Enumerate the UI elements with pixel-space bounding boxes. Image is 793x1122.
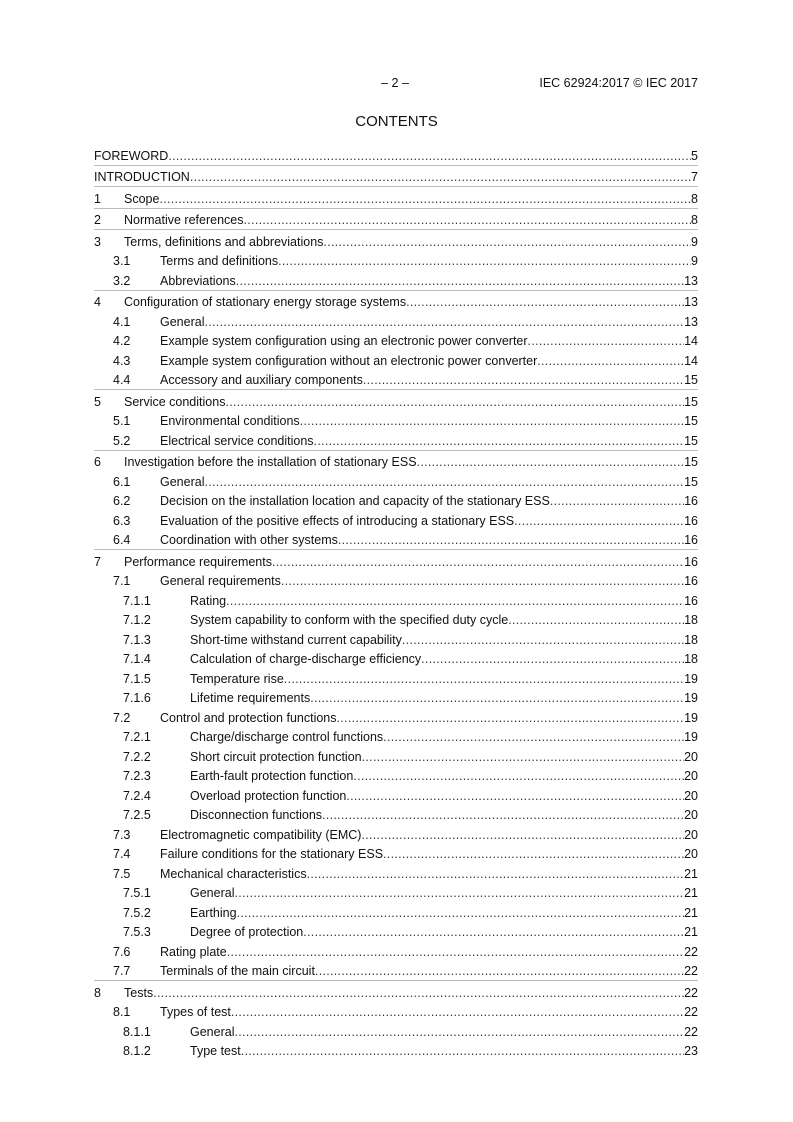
toc-entry-title[interactable]: Configuration of stationary energy storage systems — [124, 295, 407, 309]
toc-entry-title[interactable]: Failure conditions for the stationary ESS — [160, 847, 384, 861]
toc-entry-number: 4.2 — [113, 334, 131, 348]
table-of-contents — [94, 144, 698, 1060]
toc-entry-page: 22 — [684, 1005, 698, 1019]
toc-entry-page: 20 — [684, 749, 698, 764]
dot-leader — [363, 373, 684, 389]
dot-leader — [514, 514, 684, 530]
toc-entry[interactable] — [94, 389, 698, 411]
dot-leader — [406, 295, 684, 311]
toc-entry-number: 4.3 — [113, 353, 131, 368]
toc-entry[interactable] — [94, 590, 698, 610]
toc-entry-page: 18 — [684, 632, 698, 647]
dot-leader — [362, 750, 684, 766]
toc-entry-page: 22 — [684, 1024, 698, 1039]
toc-entry-number: 7.5.1 — [123, 886, 151, 900]
toc-entry-number: 4 — [94, 295, 101, 309]
dot-leader — [421, 652, 684, 668]
toc-entry-number: 7.3 — [113, 827, 131, 842]
toc-entry-page: 5 — [691, 148, 698, 163]
toc-entry[interactable] — [94, 311, 698, 331]
dot-leader — [204, 315, 684, 331]
toc-entry[interactable] — [94, 331, 698, 351]
dot-leader — [241, 1044, 684, 1060]
toc-entry-page: 20 — [684, 847, 698, 861]
toc-entry-number: 7.1.3 — [123, 632, 151, 647]
toc-entry-number: 7.1.1 — [123, 593, 151, 608]
toc-entry[interactable] — [94, 688, 698, 708]
toc-entry-title[interactable]: General — [160, 314, 205, 329]
dot-leader — [225, 395, 684, 411]
dot-leader — [272, 555, 684, 571]
toc-entry-title[interactable]: Short-time withstand current capability — [190, 632, 402, 647]
toc-entry-title[interactable]: Type test — [190, 1044, 241, 1058]
toc-entry-title[interactable]: Control and protection functions — [160, 710, 337, 725]
toc-entry-page: 20 — [684, 769, 698, 783]
toc-entry-page: 18 — [684, 652, 698, 666]
toc-entry-page: 9 — [691, 254, 698, 268]
toc-entry-page: 13 — [684, 314, 698, 329]
toc-entry-page: 14 — [684, 334, 698, 348]
toc-entry-title[interactable]: Service conditions — [124, 394, 226, 409]
toc-entry-title[interactable]: Environmental conditions — [160, 414, 300, 428]
toc-entry-number: 3.1 — [113, 254, 131, 268]
toc-entry-number: 7.5 — [113, 866, 131, 881]
toc-entry-title[interactable]: Earth-fault protection function — [190, 769, 354, 783]
toc-entry-title[interactable]: Lifetime requirements — [190, 691, 311, 705]
dot-leader — [227, 945, 684, 961]
toc-entry[interactable] — [94, 766, 698, 786]
dot-leader — [236, 274, 684, 290]
toc-entry[interactable] — [94, 1021, 698, 1041]
toc-entry-page: 16 — [684, 494, 698, 508]
dot-leader — [303, 925, 684, 941]
dot-leader — [383, 730, 684, 746]
toc-entry[interactable] — [94, 707, 698, 727]
dot-leader — [159, 192, 691, 208]
toc-entry[interactable] — [94, 961, 698, 981]
dot-leader — [528, 334, 685, 350]
toc-entry-page: 15 — [684, 394, 698, 409]
toc-entry-title[interactable]: Electrical service conditions — [160, 433, 314, 448]
toc-entry[interactable] — [94, 491, 698, 511]
toc-entry[interactable] — [94, 251, 698, 271]
toc-entry-title[interactable]: Accessory and auxiliary components — [160, 373, 363, 387]
toc-entry-title[interactable]: Tests — [124, 985, 154, 1000]
toc-entry[interactable] — [94, 668, 698, 688]
toc-entry-page: 15 — [684, 455, 698, 469]
toc-entry-title[interactable]: Terms and definitions — [160, 254, 279, 268]
dot-leader — [322, 808, 684, 824]
toc-entry-number: 7.1.4 — [123, 652, 151, 666]
dot-leader — [284, 672, 684, 688]
toc-entry-number: 7.2.2 — [123, 749, 151, 764]
toc-entry-number: 7.1.2 — [123, 613, 151, 627]
toc-entry-title[interactable]: Temperature rise — [190, 671, 284, 686]
toc-entry-page: 16 — [684, 533, 698, 547]
toc-entry-page: 13 — [684, 273, 698, 288]
toc-entry-title[interactable]: Example system configuration using an electronic power converter — [160, 334, 528, 348]
toc-entry-page: 14 — [684, 353, 698, 368]
toc-entry-number: 7.1.5 — [123, 671, 151, 686]
toc-entry-page: 22 — [684, 964, 698, 978]
toc-entry-number: 8 — [94, 985, 101, 1000]
page-title: CONTENTS — [355, 113, 438, 130]
toc-entry-title[interactable]: Scope — [124, 191, 160, 206]
toc-entry-page: 13 — [684, 295, 698, 309]
toc-entry-title[interactable]: Charge/discharge control functions — [190, 730, 384, 744]
toc-entry-page: 9 — [691, 234, 698, 249]
toc-entry-title[interactable]: General — [160, 474, 205, 489]
dot-leader — [346, 789, 684, 805]
toc-entry[interactable] — [94, 785, 698, 805]
toc-entry-page: 16 — [684, 513, 698, 528]
dot-leader — [537, 354, 684, 370]
standard-reference: IEC 62924:2017 © IEC 2017 — [539, 76, 698, 90]
toc-entry-page: 16 — [684, 574, 698, 588]
toc-entry[interactable] — [94, 863, 698, 883]
toc-entry-title[interactable]: Disconnection functions — [190, 808, 323, 822]
toc-entry-title[interactable]: Short circuit protection function — [190, 749, 362, 764]
toc-entry-page: 16 — [684, 554, 698, 569]
dot-leader — [508, 613, 684, 629]
toc-entry[interactable] — [94, 350, 698, 370]
toc-entry-page: 19 — [684, 691, 698, 705]
dot-leader — [244, 213, 692, 229]
toc-entry[interactable] — [94, 549, 698, 571]
toc-entry[interactable] — [94, 290, 698, 312]
toc-entry-page: 8 — [691, 213, 698, 227]
dot-leader — [168, 149, 691, 165]
toc-entry-page: 19 — [684, 730, 698, 744]
toc-entry-number: 7.1.6 — [123, 691, 151, 705]
toc-entry-number: 7.2.1 — [123, 730, 151, 744]
toc-entry-number: 7 — [94, 554, 101, 569]
dot-leader — [310, 691, 684, 707]
toc-entry-number: 7.4 — [113, 847, 131, 861]
toc-entry-number: 1 — [94, 191, 101, 206]
toc-entry[interactable] — [94, 629, 698, 649]
dot-leader — [153, 986, 684, 1002]
toc-entry-page: 20 — [684, 827, 698, 842]
toc-entry-page: 19 — [684, 671, 698, 686]
toc-entry-title[interactable]: Terminals of the main circuit — [160, 964, 315, 978]
dot-leader — [417, 455, 685, 471]
toc-entry-title[interactable]: Coordination with other systems — [160, 533, 338, 547]
toc-entry-number: 5.1 — [113, 414, 131, 428]
dot-leader — [300, 414, 684, 430]
toc-entry-number: 2 — [94, 213, 101, 227]
toc-entry[interactable] — [94, 208, 698, 230]
toc-entry-title[interactable]: FOREWORD — [94, 148, 169, 163]
toc-entry-title[interactable]: Evaluation of the positive effects of introducing a stationary ESS — [160, 513, 515, 528]
toc-entry-page: 15 — [684, 474, 698, 489]
toc-entry-number: 4.1 — [113, 314, 131, 329]
dot-leader — [234, 886, 684, 902]
toc-entry-page: 18 — [684, 613, 698, 627]
toc-entry[interactable] — [94, 471, 698, 491]
dot-leader — [338, 533, 684, 549]
toc-entry-page: 15 — [684, 373, 698, 387]
toc-entry[interactable] — [94, 902, 698, 922]
toc-entry[interactable] — [94, 727, 698, 747]
dot-leader — [337, 711, 685, 727]
toc-entry[interactable] — [94, 144, 698, 165]
toc-entry-page: 21 — [684, 886, 698, 900]
toc-entry-number: 6.3 — [113, 513, 131, 528]
dot-leader — [226, 594, 684, 610]
toc-entry[interactable] — [94, 746, 698, 766]
toc-entry[interactable] — [94, 370, 698, 390]
toc-entry-title[interactable]: Types of test — [160, 1005, 231, 1019]
toc-entry-title[interactable]: Investigation before the installation of stationary ESS — [124, 455, 417, 469]
toc-entry[interactable] — [94, 844, 698, 864]
dot-leader — [278, 254, 691, 270]
toc-entry-title[interactable]: Performance requirements — [124, 554, 272, 569]
toc-entry-title[interactable]: Decision on the installation location and capacity of the stationary ESS — [160, 494, 550, 508]
dot-leader — [383, 847, 684, 863]
toc-entry-page: 22 — [684, 944, 698, 959]
toc-entry[interactable] — [94, 411, 698, 431]
dot-leader — [204, 475, 684, 491]
toc-entry[interactable] — [94, 270, 698, 290]
toc-entry-number: 6.2 — [113, 494, 131, 508]
toc-entry-number: 8.1.1 — [123, 1024, 151, 1039]
toc-entry-number: 7.1 — [113, 574, 131, 588]
toc-entry-title[interactable]: Terms, definitions and abbreviations — [124, 234, 324, 249]
toc-entry[interactable] — [94, 824, 698, 844]
toc-entry-number: 7.2.5 — [123, 808, 151, 822]
toc-entry[interactable] — [94, 980, 698, 1002]
toc-entry-title[interactable]: System capability to conform with the specified duty cycle — [190, 613, 509, 627]
toc-entry-title[interactable]: General — [190, 1024, 235, 1039]
toc-entry-number: 6.1 — [113, 474, 131, 489]
toc-entry[interactable] — [94, 450, 698, 472]
toc-entry-page: 21 — [684, 925, 698, 939]
toc-entry-title[interactable]: Electromagnetic compatibility (EMC) — [160, 827, 362, 842]
toc-entry-page: 21 — [684, 866, 698, 881]
toc-entry-page: 16 — [684, 593, 698, 608]
toc-entry-number: 6.4 — [113, 533, 131, 547]
toc-entry-title[interactable]: General requirements — [160, 574, 281, 588]
toc-entry-number: 8.1.2 — [123, 1044, 151, 1058]
toc-entry-number: 4.4 — [113, 373, 131, 387]
toc-entry-title[interactable]: Degree of protection — [190, 925, 304, 939]
toc-entry-title[interactable]: Overload protection function — [190, 788, 347, 803]
dot-leader — [314, 434, 685, 450]
dot-leader — [307, 867, 685, 883]
dot-leader — [237, 906, 685, 922]
dot-leader — [353, 769, 684, 785]
toc-entry[interactable] — [94, 649, 698, 669]
dot-leader — [550, 494, 684, 510]
toc-entry-title[interactable]: General — [190, 886, 235, 900]
toc-entry-title[interactable]: Mechanical characteristics — [160, 866, 307, 881]
toc-entry-number: 7.2.3 — [123, 769, 151, 783]
toc-entry-page: 15 — [684, 414, 698, 428]
toc-entry-number: 5 — [94, 394, 101, 409]
toc-entry-page: 19 — [684, 710, 698, 725]
toc-entry[interactable] — [94, 610, 698, 630]
toc-entry[interactable] — [94, 229, 698, 251]
dot-leader — [323, 235, 691, 251]
toc-entry-number: 7.2 — [113, 710, 131, 725]
toc-entry-number: 7.5.2 — [123, 905, 151, 920]
dot-leader — [402, 633, 684, 649]
toc-entry-page: 15 — [684, 433, 698, 448]
toc-entry-number: 7.2.4 — [123, 788, 151, 803]
toc-entry-page: 8 — [691, 191, 698, 206]
toc-entry[interactable] — [94, 805, 698, 825]
toc-entry[interactable] — [94, 883, 698, 903]
toc-entry[interactable] — [94, 186, 698, 208]
toc-entry-title[interactable]: Example system configuration without an electronic power converter — [160, 353, 538, 368]
toc-entry-title[interactable]: Rating — [190, 593, 227, 608]
toc-entry-title[interactable]: Calculation of charge-discharge efficiency — [190, 652, 422, 666]
toc-entry-number: 6 — [94, 455, 101, 469]
toc-entry[interactable] — [94, 510, 698, 530]
toc-entry[interactable] — [94, 165, 698, 187]
toc-entry-number: 3.2 — [113, 273, 131, 288]
toc-entry-number: 8.1 — [113, 1005, 131, 1019]
toc-entry[interactable] — [94, 1002, 698, 1022]
dot-leader — [234, 1025, 684, 1041]
toc-entry-title[interactable]: Abbreviations — [160, 273, 236, 288]
toc-entry-title[interactable]: INTRODUCTION — [94, 170, 190, 184]
toc-entry[interactable] — [94, 1041, 698, 1061]
dot-leader — [231, 1005, 684, 1021]
toc-entry-title[interactable]: Earthing — [190, 905, 237, 920]
dot-leader — [190, 170, 691, 186]
dot-leader — [361, 828, 684, 844]
toc-entry-number: 3 — [94, 234, 101, 249]
toc-entry-number: 7.5.3 — [123, 925, 151, 939]
dot-leader — [281, 574, 684, 590]
dot-leader — [315, 964, 684, 980]
toc-entry-page: 20 — [684, 808, 698, 822]
toc-entry[interactable] — [94, 430, 698, 450]
toc-entry-page: 20 — [684, 788, 698, 803]
toc-entry-page: 21 — [684, 905, 698, 920]
toc-entry-page: 23 — [684, 1044, 698, 1058]
toc-entry-number: 7.6 — [113, 944, 131, 959]
toc-entry[interactable] — [94, 530, 698, 550]
page-number: – 2 – — [381, 76, 409, 90]
toc-entry-title[interactable]: Rating plate — [160, 944, 227, 959]
toc-entry-title[interactable]: Normative references — [124, 213, 244, 227]
toc-entry-number: 7.7 — [113, 964, 131, 978]
toc-entry[interactable] — [94, 941, 698, 961]
toc-entry-page: 7 — [691, 170, 698, 184]
toc-entry-number: 5.2 — [113, 433, 131, 448]
toc-entry[interactable] — [94, 922, 698, 942]
toc-entry[interactable] — [94, 571, 698, 591]
toc-entry-page: 22 — [684, 985, 698, 1000]
